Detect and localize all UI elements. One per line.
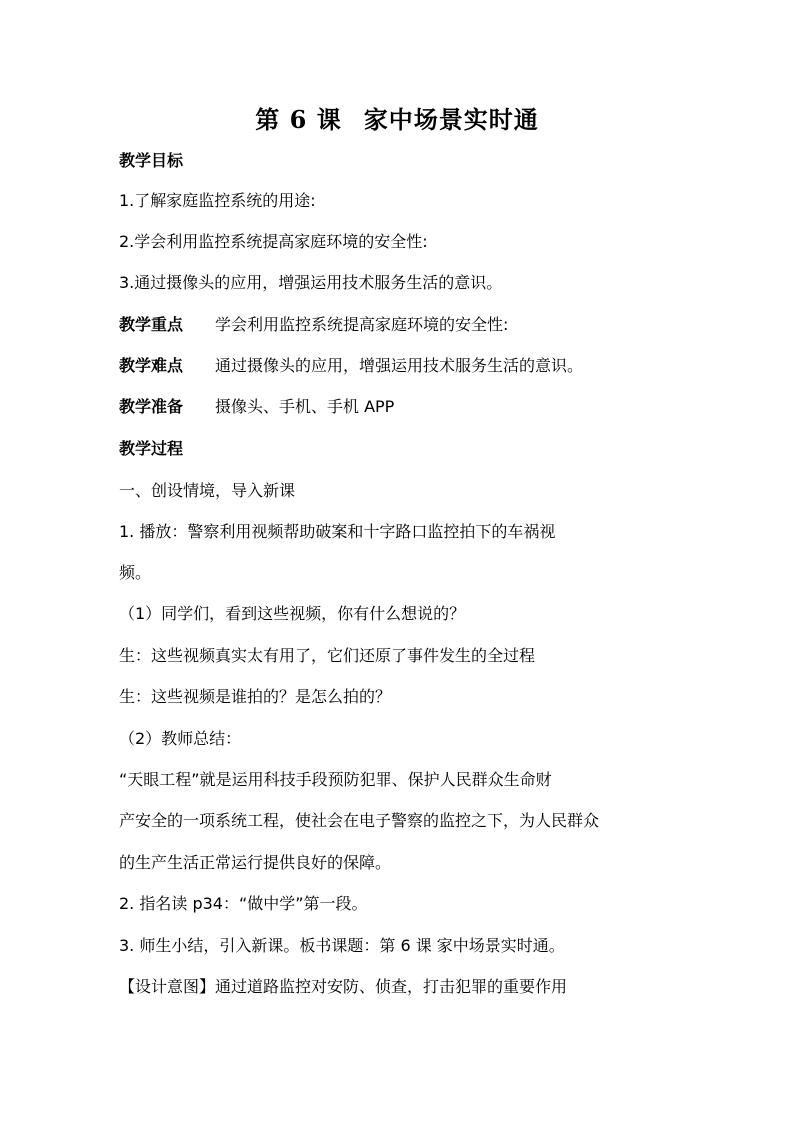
process-line: “天眼工程”就是运用科技手段预防犯罪、保护人民群众生命财 xyxy=(119,770,552,789)
process-line: 【设计意图】通过道路监控对安防、侦查，打击犯罪的重要作用 xyxy=(119,977,568,996)
key-point-label: 教学重点 xyxy=(119,315,184,334)
objective-item-3: 3.通过摄像头的应用，增强运用技术服务生活的意识。 xyxy=(119,273,503,292)
title-topic: 家中场景实时通 xyxy=(363,105,539,134)
process-line: 产安全的一项系统工程，使社会在电子警察的监控之下，为人民群众 xyxy=(119,811,600,830)
page-title xyxy=(0,100,794,135)
key-point-text: 学会利用监控系统提高家庭环境的安全性: xyxy=(215,315,509,334)
objective-item-1: 1.了解家庭监控系统的用途: xyxy=(119,191,316,210)
process-line: 生：这些视频是谁拍的？是怎么拍的？ xyxy=(119,687,392,706)
process-line: 一、创设情境，导入新课 xyxy=(119,481,296,500)
process-line: 2. 指名读 p34：“做中学”第一段。 xyxy=(119,894,368,913)
process-line: 1. 播放：警察利用视频帮助破案和十字路口监控拍下的车祸视 xyxy=(119,522,556,541)
objective-item-2: 2.学会利用监控系统提高家庭环境的安全性: xyxy=(119,232,428,251)
prep-label: 教学准备 xyxy=(119,397,184,416)
process-line: （1）同学们，看到这些视频，你有什么想说的？ xyxy=(119,604,466,623)
key-point-row xyxy=(119,314,508,336)
difficulty-row xyxy=(119,355,583,377)
prep-text: 摄像头、手机、手机 APP xyxy=(215,397,395,416)
process-heading: 教学过程 xyxy=(119,439,184,458)
process-line: 频。 xyxy=(119,563,152,582)
process-line: 的生产生活正常运行提供良好的保障。 xyxy=(119,853,392,872)
process-line: 生：这些视频真实太有用了，它们还原了事件发生的全过程 xyxy=(119,646,536,665)
difficulty-text: 通过摄像头的应用，增强运用技术服务生活的意识。 xyxy=(215,356,584,375)
process-line: 3. 师生小结，引入新课。板书课题：第 6 课 家中场景实时通。 xyxy=(119,936,565,955)
prep-row xyxy=(119,396,394,418)
process-line: （2）教师总结： xyxy=(119,729,242,748)
difficulty-label: 教学难点 xyxy=(119,356,184,375)
title-lesson: 第 6 课 xyxy=(255,105,342,134)
objectives-heading: 教学目标 xyxy=(119,151,184,170)
